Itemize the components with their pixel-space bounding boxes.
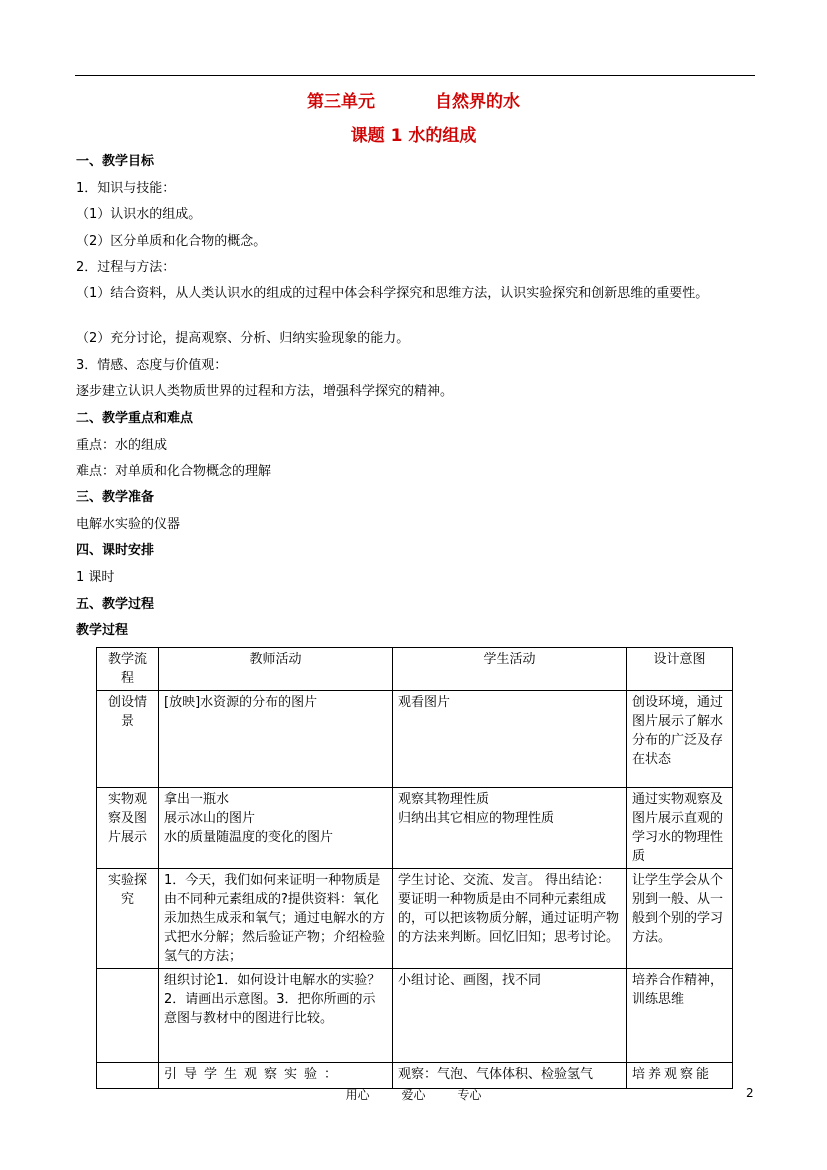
teacher-cell: 引导学生观察实验： [159, 1063, 393, 1089]
flow-cell: 实验探究 [97, 869, 159, 969]
header-rule [75, 75, 755, 76]
intent-cell: 通过实物观察及图片展示直观的学习水的物理性质 [627, 788, 733, 869]
header-student: 学生活动 [393, 648, 627, 691]
section-heading-keypoints: 二、教学重点和难点 [76, 411, 194, 426]
objective-item: （1）认识水的组成。 [76, 207, 202, 222]
teacher-cell: 组织讨论1．如何设计电解水的实验？2．请画出示意图。3．把你所画的示意图与教材中的图进行比较。 [159, 969, 393, 1063]
table-row [97, 1063, 733, 1089]
intent-cell: 培养合作精神，训练思维 [627, 969, 733, 1063]
header-teacher: 教师活动 [159, 648, 393, 691]
objective-item: （2）区分单质和化合物的概念。 [76, 234, 267, 249]
preparation-text: 电解水实验的仪器 [76, 517, 181, 532]
student-cell: 小组讨论、画图，找不同 [393, 969, 627, 1063]
objective-item: （2）充分讨论，提高观察、分析、归纳实验现象的能力。 [76, 331, 410, 346]
subheading-process: 2．过程与方法： [76, 260, 176, 275]
intent-cell: 让学生学会从个别到一般、从一般到个别的学习方法。 [627, 869, 733, 969]
footer-word: 用心 [345, 1088, 370, 1102]
page-number: 2 [746, 1086, 754, 1100]
flow-cell [97, 1063, 159, 1089]
header-intent: 设计意图 [627, 648, 733, 691]
page-footer [0, 1086, 827, 1103]
subheading-attitude: 3．情感、态度与价值观： [76, 358, 228, 373]
objective-item: （1）结合资料，从人类认识水的组成的过程中体会科学探究和思维方法，认识实验探究和创新思维的重要性。 [76, 286, 709, 301]
schedule-text: 1 课时 [76, 570, 115, 585]
section-heading-objectives: 一、教学目标 [76, 154, 155, 169]
key-point: 重点：水的组成 [76, 438, 168, 453]
flow-cell: 创设情景 [97, 691, 159, 788]
teacher-cell: [放映]水资源的分布的图片 [159, 691, 393, 788]
section-heading-preparation: 三、教学准备 [76, 490, 155, 505]
table-row [97, 788, 733, 869]
objective-item: 逐步建立认识人类物质世界的过程和方法，增强科学探究的精神。 [76, 384, 454, 399]
lesson-title: 课题 1 水的组成 [350, 126, 477, 146]
unit-number: 第三单元 [307, 92, 375, 112]
student-cell: 学生讨论、交流、发言。 得出结论：要证明一种物质是由不同种元素组成的，可以把该物质分解，通过证明产物的方法来判断。回忆旧知；思考讨论。 [393, 869, 627, 969]
table-row [97, 691, 733, 788]
subheading-knowledge: 1．知识与技能： [76, 181, 176, 196]
flow-cell [97, 969, 159, 1063]
intent-cell: 培养观察能 [627, 1063, 733, 1089]
footer-word: 爱心 [401, 1088, 426, 1102]
footer-word: 专心 [457, 1088, 482, 1102]
student-cell: 观察其物理性质 归纳出其它相应的物理性质 [393, 788, 627, 869]
difficult-point: 难点：对单质和化合物概念的理解 [76, 464, 272, 479]
section-heading-schedule: 四、课时安排 [76, 543, 155, 558]
intent-cell: 创设环境，通过图片展示了解水分布的广泛及存在状态 [627, 691, 733, 788]
table-caption: 教学过程 [76, 623, 129, 638]
flow-cell: 实物观察及图片展示 [97, 788, 159, 869]
unit-title [0, 87, 827, 112]
header-flow: 教学流程 [97, 648, 159, 691]
teaching-process-table [96, 647, 733, 1089]
table-row [97, 869, 733, 969]
table-header-row [97, 648, 733, 691]
teacher-cell: 拿出一瓶水 展示冰山的图片 水的质量随温度的变化的图片 [159, 788, 393, 869]
unit-name: 自然界的水 [435, 92, 520, 112]
table-row [97, 969, 733, 1063]
section-heading-process: 五、教学过程 [76, 597, 155, 612]
student-cell: 观看图片 [393, 691, 627, 788]
student-cell: 观察：气泡、气体体积、检验氢气 [393, 1063, 627, 1089]
teacher-cell: 1．今天，我们如何来证明一种物质是由不同种元素组成的?提供资料：氧化汞加热生成汞和氧气；通过电解水的方式把水分解；然后验证产物；介绍检验氢气的方法； [159, 869, 393, 969]
